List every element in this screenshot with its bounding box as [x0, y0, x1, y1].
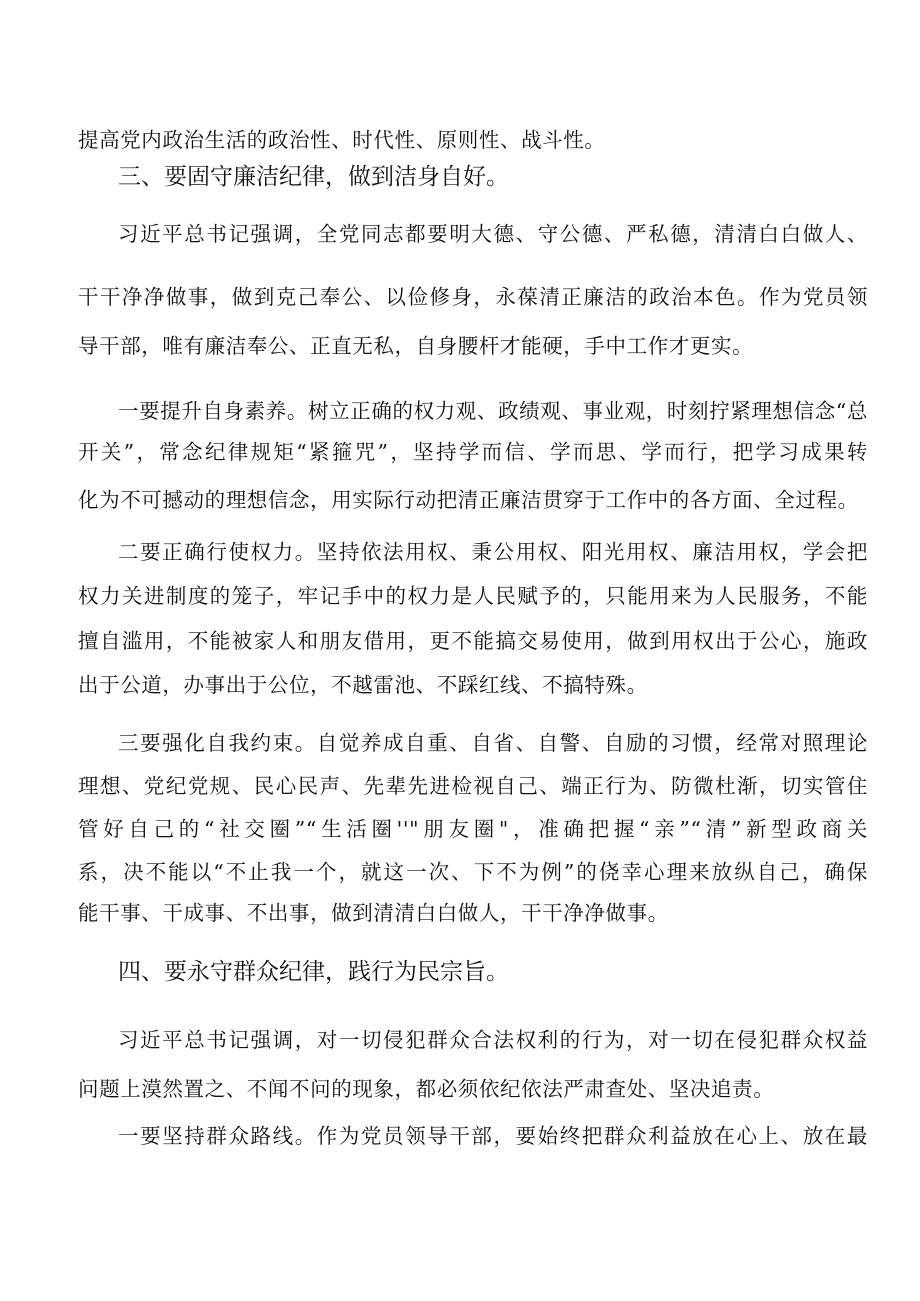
- section-heading-4: 四、要永守群众纪律，践行为民宗旨。: [118, 959, 509, 985]
- text-line: 出于公道，办事出于公位，不越雷池、不踩红线、不搞特殊。: [78, 673, 648, 697]
- text-line: 习近平总书记强调，全党同志都要明大德、守公德、严私德，清清白白做人、: [118, 222, 868, 246]
- text-line: 能干事、干成事、不出事，做到清清白白做人，干干净净做事。: [78, 901, 669, 925]
- text-line: 三要强化自我约束。自觉养成自重、自省、自警、自励的习惯，经常对照理论: [118, 731, 868, 755]
- text-line: 权力关进制度的笼子，牢记手中的权力是人民赋予的，只能用来为人民服务，不能: [78, 584, 868, 608]
- text-line: 问题上漠然置之、不闻不问的现象，都必须依纪依法严肃查处、坚决追责。: [78, 1077, 775, 1101]
- text-line: 干干净净做事，做到克己奉公、以俭修身，永葆清正廉洁的政治本色。作为党员领: [78, 285, 868, 309]
- text-line: 习近平总书记强调，对一切侵犯群众合法权利的行为，对一切在侵犯群众权益: [118, 1028, 868, 1052]
- text-line: 开关”，常念纪律规矩“紧箍咒”，坚持学而信、学而思、学而行，把学习成果转: [78, 440, 868, 464]
- text-line: 一要提升自身素养。树立正确的权力观、政绩观、事业观，时刻拧紧理想信念“总: [118, 399, 868, 423]
- text-line: 擅自滥用，不能被家人和朋友借用，更不能搞交易使用，做到用权出于公心，施政: [78, 629, 868, 653]
- text-line: 理想、党纪党规、民心民声、先辈先进检视自己、端正行为、防微杜渐，切实管住: [78, 774, 868, 798]
- text-line: 系，决不能以“不止我一个，就这一次、下不为例”的侥幸心理来放纵自己，确保: [78, 860, 868, 884]
- text-line: 二要正确行使权力。坚持依法用权、秉公用权、阳光用权、廉洁用权，学会把: [118, 540, 868, 564]
- section-heading-3: 三、要固守廉洁纪律，做到洁身自好。: [118, 164, 509, 190]
- text-line: 管好自己的“社交圈”“生活圈''"朋友圈"，准确把握“亲”“清”新型政商关: [78, 817, 868, 841]
- text-line: 导干部，唯有廉洁奉公、正直无私，自身腰杆才能硬，手中工作才更实。: [78, 334, 754, 358]
- text-line: 一要坚持群众路线。作为党员领导干部，要始终把群众利益放在心上、放在最: [118, 1124, 868, 1148]
- text-line: 提高党内政治生活的政治性、时代性、原则性、战斗性。: [78, 128, 606, 152]
- text-line: 化为不可撼动的理想信念，用实际行动把清正廉洁贯穿于工作中的各方面、全过程。: [78, 488, 859, 512]
